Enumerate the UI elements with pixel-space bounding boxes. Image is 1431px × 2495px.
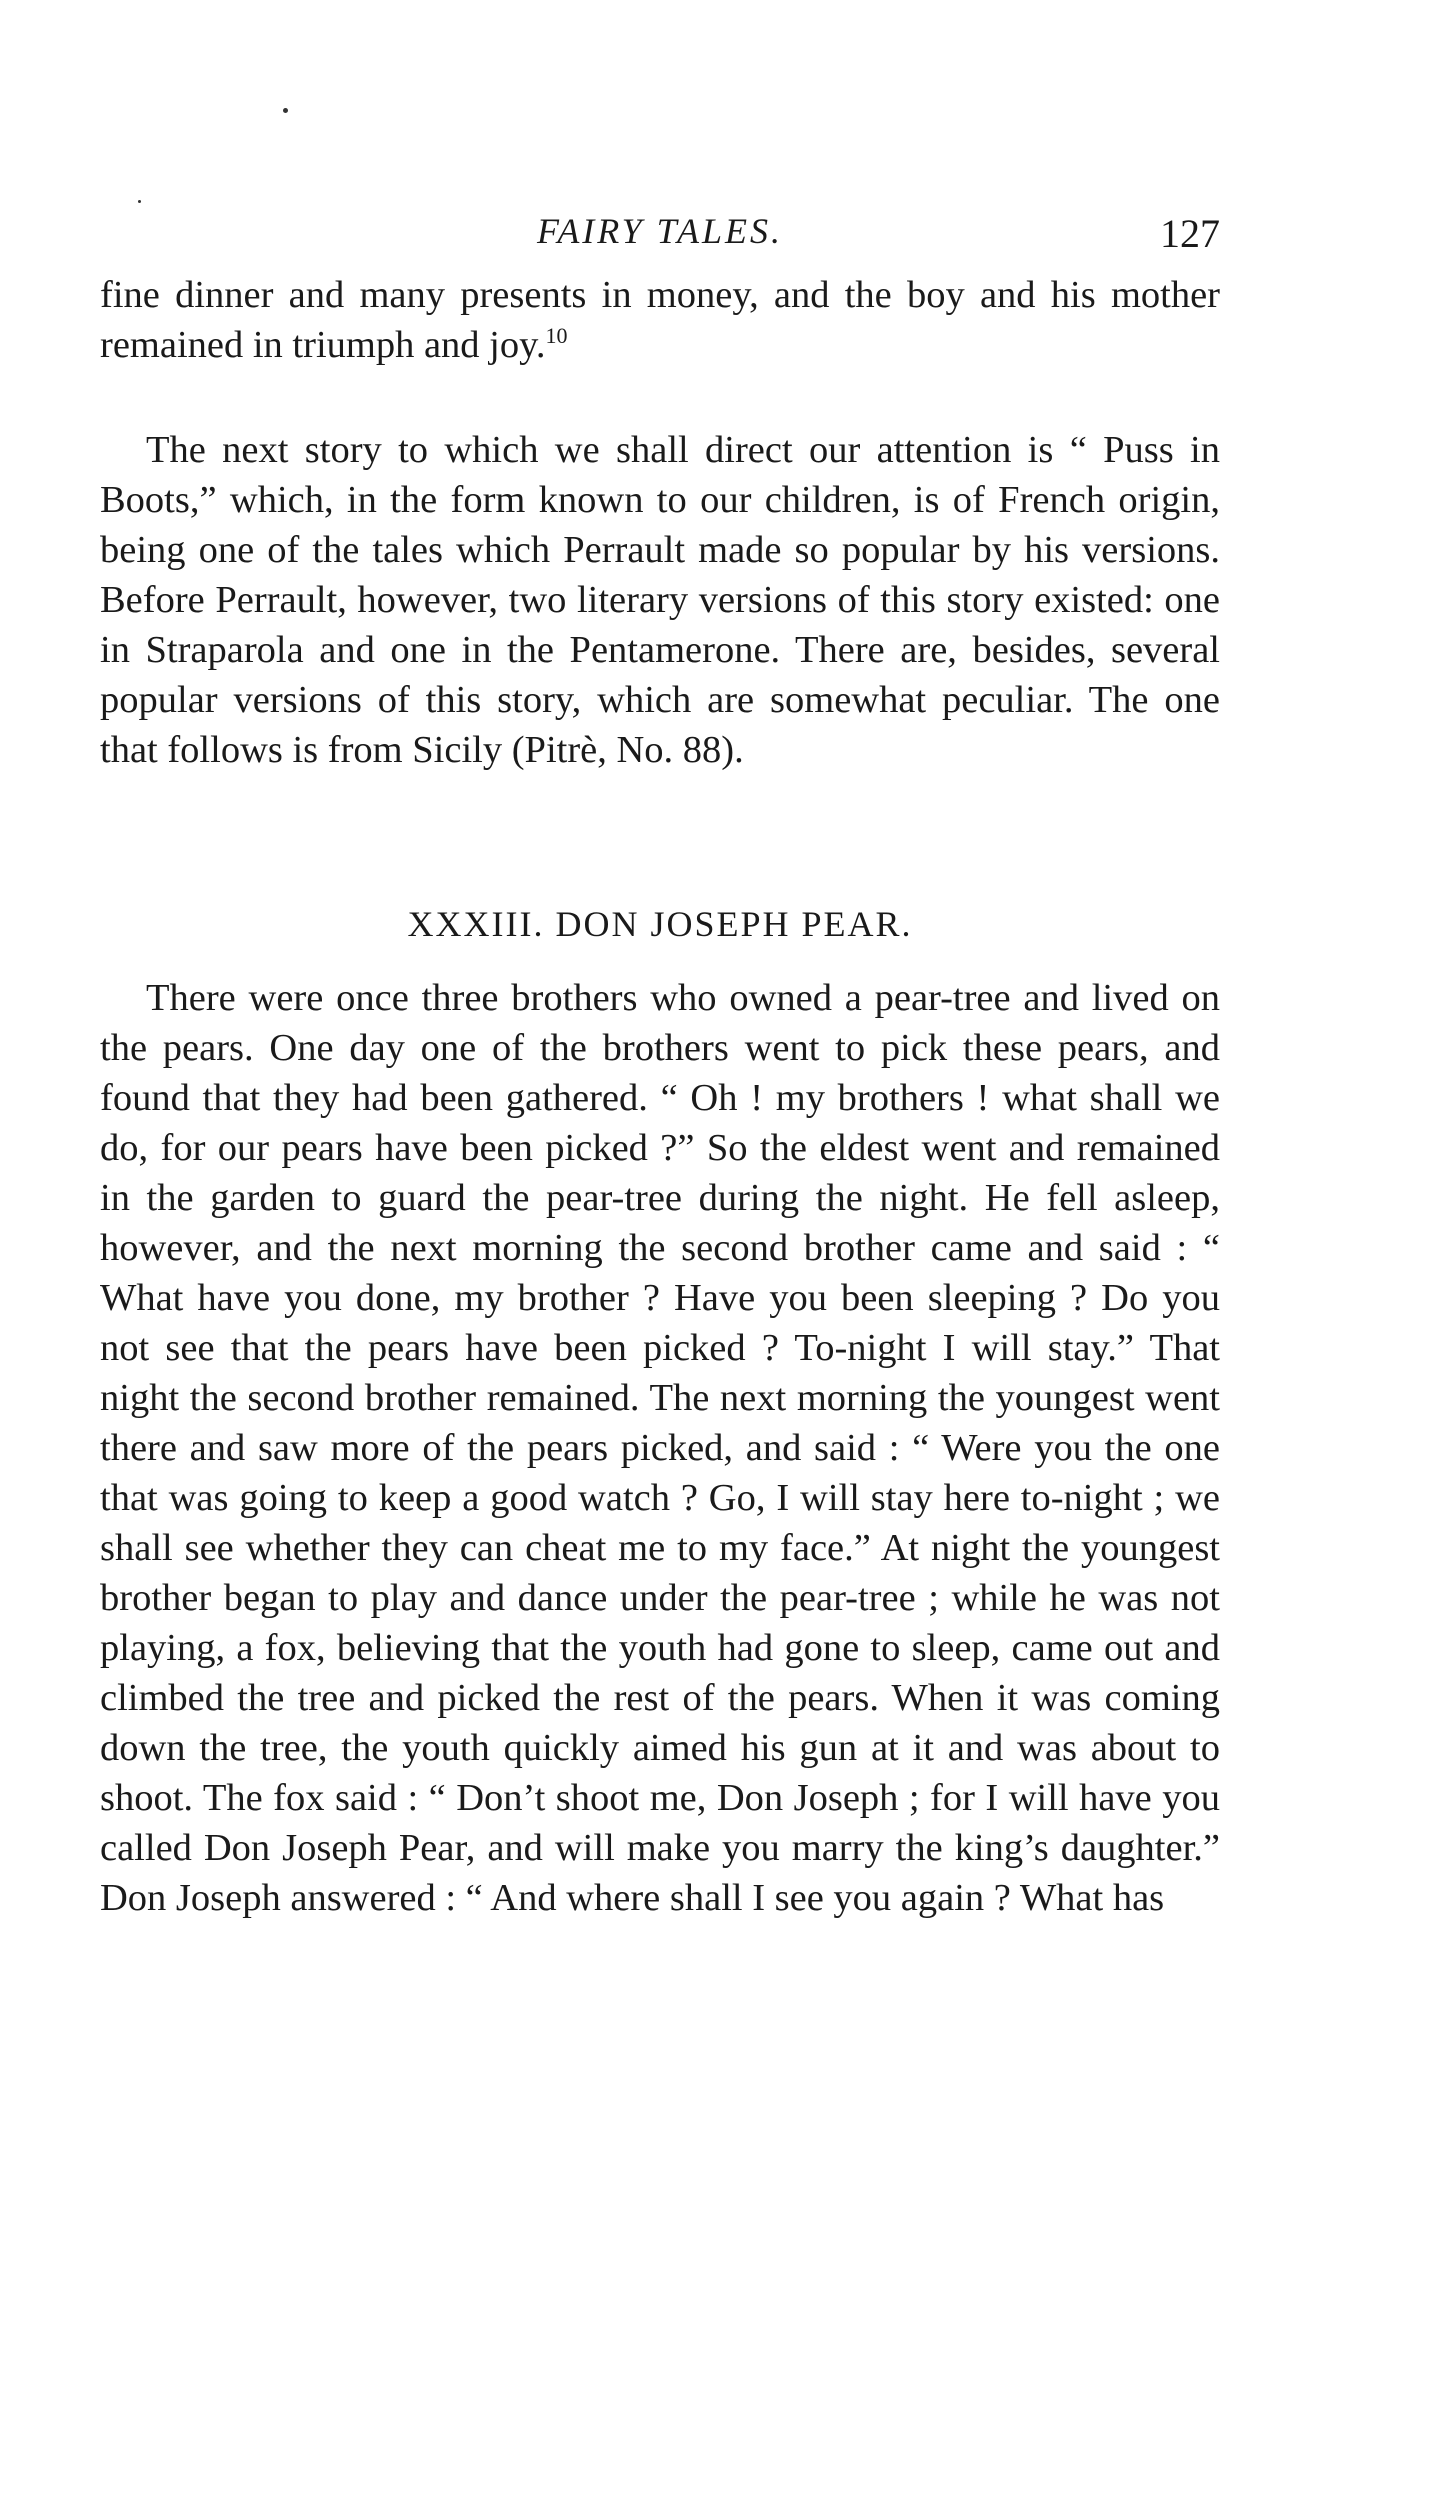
paragraph-text: fine dinner and many presents in money, and the boy and his mother remained in triumph and joy. bbox=[100, 274, 1220, 366]
paragraph-text: There were once three brothers who owned a pear-tree and lived on the pears. One day one of the brothers went to pick these pears, and found that they had been gathered. “ Oh ! my brothers ! what shall we do, for our pears have been picked ?” So the eldest went and remained in the garden to guard the pear-tree during the night. He fell asleep, however, and the next morning the second brother came and said : “ What have you done, my brother ? Have you been sleeping ? Do you not see that the pears have been picked ? To-night I will stay.” That night the second brother remained. The next morning the youngest went there and saw more of the pears picked, and said : “ Were you the one that was going to keep a good watch ? Go, I will stay here to-night ; we shall see whether they can cheat me to my face.” At night the youngest brother began to play and dance under the pear-tree ; while he was not playing, a fox, believing that the youth had gone to sleep, came out and climbed the tree and picked the rest of the pears. When it was coming down the tree, the youth quickly aimed his gun at it and was about to shoot. The fox said : “ Don’t shoot me, Don Joseph ; for I will have you called Don Joseph Pear, and will make you marry the king’s daughter.” Don Joseph answered : “ And where shall I see you again ? What has bbox=[100, 977, 1220, 1919]
ink-speck bbox=[138, 200, 141, 203]
footnote-marker: 10 bbox=[545, 323, 568, 349]
page-header bbox=[100, 210, 1220, 260]
paragraph-text: The next story to which we shall direct our attention is “ Puss in Boots,” which, in the form known to our children, is of French origin, being one of the tales which Perrault made so popular by his versions. Before Perrault, however, two literary versions of this story existed: one in Straparola and one in the Pentamerone. There are, besides, several popular versions of this story, which are somewhat peculiar. The one that follows is from Sicily (Pitrè, No. 88). bbox=[100, 429, 1220, 771]
ink-speck bbox=[283, 108, 288, 113]
intro-paragraph bbox=[100, 425, 1220, 775]
continuation-paragraph bbox=[100, 270, 1220, 370]
story-heading: XXXIII. DON JOSEPH PEAR. bbox=[407, 904, 913, 944]
running-title: FAIRY TALES. bbox=[536, 211, 784, 251]
story-paragraph bbox=[100, 973, 1220, 1923]
page-number: 127 bbox=[1160, 211, 1220, 256]
